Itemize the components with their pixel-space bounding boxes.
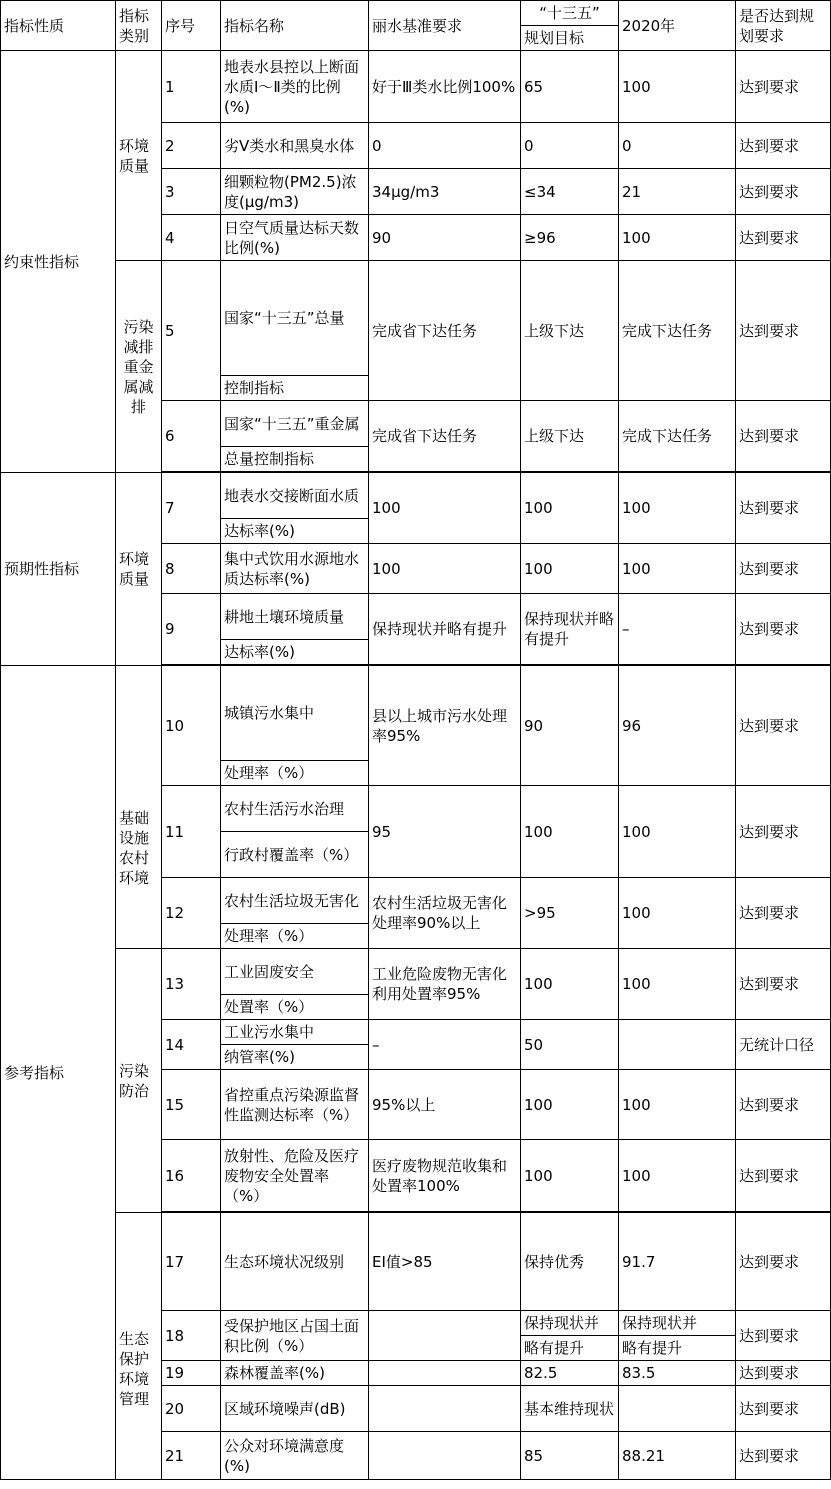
row-name: 国家“十三五”总量: [221, 261, 369, 376]
row-name: 劣V类水和黑臭水体: [221, 123, 369, 169]
group-reference: 参考指标: [1, 666, 116, 1480]
row-2020: 保持现状并: [619, 1311, 736, 1336]
row-plan: 90: [521, 666, 619, 786]
row-lishui: 保持现状并略有提升: [369, 594, 521, 665]
row-name: 区域环境噪声(dB): [221, 1386, 369, 1432]
row-2020: 100: [619, 215, 736, 261]
row-seq: 12: [162, 878, 221, 949]
row-name: 细颗粒物(PM2.5)浓度(μg/m3): [221, 169, 369, 215]
row-2020: –: [619, 594, 736, 665]
row-name: 国家“十三五”重金属: [221, 401, 369, 447]
category-pollution-control: 污染防治: [116, 949, 162, 1213]
row-name-sub: 达标率(%): [221, 519, 369, 544]
header-category: 指标类别: [116, 1, 162, 51]
row-reached: 达到要求: [736, 1140, 831, 1212]
category-env-quality-1: 环境质量: [116, 51, 162, 261]
row-reached: 达到要求: [736, 1311, 831, 1361]
row-lishui: EI值>85: [369, 1213, 521, 1311]
row-seq: 17: [162, 1213, 221, 1311]
row-reached: 达到要求: [736, 786, 831, 878]
row-seq: 9: [162, 594, 221, 665]
row-lishui: [369, 1432, 521, 1480]
table-row: [1, 1213, 831, 1311]
row-2020: 100: [619, 544, 736, 594]
row-name: 受保护地区占国土面积比例（%）: [221, 1311, 369, 1361]
row-reached: 达到要求: [736, 1386, 831, 1432]
row-lishui: 工业危险废物无害化利用处置率95%: [369, 949, 521, 1020]
row-seq: 15: [162, 1070, 221, 1140]
row-lishui: 90: [369, 215, 521, 261]
row-lishui: 100: [369, 473, 521, 544]
row-lishui: 完成省下达任务: [369, 401, 521, 472]
header-2020: 2020年: [619, 1, 736, 51]
row-plan: 100: [521, 473, 619, 544]
row-plan: 上级下达: [521, 401, 619, 472]
header-plan-top: “十三五”: [521, 1, 619, 26]
row-seq: 10: [162, 666, 221, 786]
row-reached: 达到要求: [736, 401, 831, 472]
header-lishui: 丽水基准要求: [369, 1, 521, 51]
header-seq: 序号: [162, 1, 221, 51]
row-name: 农村生活垃圾无害化: [221, 878, 369, 924]
row-reached: 达到要求: [736, 1432, 831, 1480]
row-seq: 4: [162, 215, 221, 261]
row-name: 地表水县控以上断面水质Ⅰ～Ⅱ类的比例(%): [221, 51, 369, 123]
row-plan: 100: [521, 544, 619, 594]
row-plan: 85: [521, 1432, 619, 1480]
row-reached: 达到要求: [736, 544, 831, 594]
row-2020: 91.7: [619, 1213, 736, 1311]
row-plan: 保持现状并略有提升: [521, 594, 619, 665]
row-seq: 1: [162, 51, 221, 123]
row-plan: 100: [521, 1140, 619, 1212]
row-reached: 达到要求: [736, 123, 831, 169]
row-reached: 无统计口径: [736, 1020, 831, 1070]
row-plan: >95: [521, 878, 619, 949]
row-seq: 20: [162, 1386, 221, 1432]
row-2020: 100: [619, 51, 736, 123]
row-name-sub: 行政村覆盖率（%）: [221, 832, 369, 878]
row-name-sub: 处理率（%）: [221, 761, 369, 786]
row-lishui: [369, 1361, 521, 1386]
row-plan: ≥96: [521, 215, 619, 261]
row-name: 放射性、危险及医疗废物安全处置率（%）: [221, 1140, 369, 1212]
row-2020: [619, 1386, 736, 1432]
category-infra-rural: 基础设施农村环境: [116, 666, 162, 949]
row-lishui: [369, 1386, 521, 1432]
row-name: 省控重点污染源监督性监测达标率（%）: [221, 1070, 369, 1140]
row-2020: 100: [619, 1070, 736, 1140]
table-row: [1, 949, 831, 995]
row-reached: 达到要求: [736, 666, 831, 786]
row-seq: 16: [162, 1140, 221, 1212]
row-name-sub: 达标率(%): [221, 640, 369, 665]
header-nature: 指标性质: [1, 1, 116, 51]
group-binding: 约束性指标: [1, 51, 116, 473]
row-name: 地表水交接断面水质: [221, 473, 369, 519]
row-seq: 6: [162, 401, 221, 472]
row-2020: 21: [619, 169, 736, 215]
row-name: 城镇污水集中: [221, 666, 369, 761]
table-row: [1, 473, 831, 519]
row-plan: 50: [521, 1020, 619, 1070]
row-reached: 达到要求: [736, 1361, 831, 1386]
row-lishui: 完成省下达任务: [369, 261, 521, 401]
row-lishui: 95%以上: [369, 1070, 521, 1140]
row-2020: 100: [619, 1140, 736, 1212]
table-row: [1, 261, 831, 376]
row-plan: 100: [521, 786, 619, 878]
header-reached: 是否达到规划要求: [736, 1, 831, 51]
row-2020: 88.21: [619, 1432, 736, 1480]
category-eco-management: 生态保护环境管理: [116, 1213, 162, 1480]
row-seq: 13: [162, 949, 221, 1020]
row-plan: 100: [521, 1070, 619, 1140]
row-2020-sub: 略有提升: [619, 1336, 736, 1361]
row-reached: 达到要求: [736, 261, 831, 401]
row-seq: 14: [162, 1020, 221, 1070]
row-2020: [619, 1020, 736, 1070]
row-name: 耕地土壤环境质量: [221, 594, 369, 640]
row-lishui: 农村生活垃圾无害化处理率90%以上: [369, 878, 521, 949]
category-pollution-reduction: 污染减排重金属减排: [116, 261, 162, 473]
group-expected: 预期性指标: [1, 473, 116, 666]
row-plan: 82.5: [521, 1361, 619, 1386]
row-name: 森林覆盖率(%): [221, 1361, 369, 1386]
row-reached: 达到要求: [736, 949, 831, 1020]
row-name-sub: 处理率（%）: [221, 924, 369, 949]
row-reached: 达到要求: [736, 1213, 831, 1311]
row-2020: 100: [619, 878, 736, 949]
row-seq: 7: [162, 473, 221, 544]
row-lishui: 100: [369, 544, 521, 594]
row-seq: 8: [162, 544, 221, 594]
row-name-sub: 处置率（%）: [221, 995, 369, 1020]
row-plan: ≤34: [521, 169, 619, 215]
row-name-sub: 总量控制指标: [221, 447, 369, 472]
row-2020: 0: [619, 123, 736, 169]
row-2020: 100: [619, 949, 736, 1020]
row-name-sub: 控制指标: [221, 376, 369, 401]
row-seq: 2: [162, 123, 221, 169]
row-reached: 达到要求: [736, 594, 831, 665]
row-reached: 达到要求: [736, 169, 831, 215]
row-plan: 65: [521, 51, 619, 123]
row-reached: 达到要求: [736, 1070, 831, 1140]
row-lishui: 医疗废物规范收集和处置率100%: [369, 1140, 521, 1212]
row-seq: 3: [162, 169, 221, 215]
row-plan: 保持现状并: [521, 1311, 619, 1336]
row-lishui: 34μg/m3: [369, 169, 521, 215]
row-2020: 完成下达任务: [619, 261, 736, 401]
row-name: 集中式饮用水源地水质达标率(%): [221, 544, 369, 594]
row-plan: 上级下达: [521, 261, 619, 401]
row-plan: 保持优秀: [521, 1213, 619, 1311]
row-seq: 18: [162, 1311, 221, 1361]
row-plan: 0: [521, 123, 619, 169]
row-2020: 96: [619, 666, 736, 786]
row-seq: 5: [162, 261, 221, 401]
row-reached: 达到要求: [736, 878, 831, 949]
row-lishui: 95: [369, 786, 521, 878]
row-2020: 100: [619, 786, 736, 878]
row-plan: 基本维持现状: [521, 1386, 619, 1432]
row-reached: 达到要求: [736, 51, 831, 123]
row-seq: 21: [162, 1432, 221, 1480]
row-2020: 100: [619, 473, 736, 544]
row-name: 公众对环境满意度(%): [221, 1432, 369, 1480]
row-name-sub: 纳管率(%): [221, 1045, 369, 1070]
row-name: 生态环境状况级别: [221, 1213, 369, 1311]
row-seq: 19: [162, 1361, 221, 1386]
row-name: 日空气质量达标天数比例(%): [221, 215, 369, 261]
row-plan: 100: [521, 949, 619, 1020]
row-lishui: 好于Ⅲ类水比例100%: [369, 51, 521, 123]
table-row: [1, 51, 831, 123]
row-seq: 11: [162, 786, 221, 878]
row-reached: 达到要求: [736, 473, 831, 544]
category-env-quality-2: 环境质量: [116, 473, 162, 666]
row-plan-sub: 略有提升: [521, 1336, 619, 1361]
row-reached: 达到要求: [736, 215, 831, 261]
row-lishui: 县以上城市污水处理率95%: [369, 666, 521, 786]
row-2020: 83.5: [619, 1361, 736, 1386]
header-plan-bottom: 规划目标: [521, 26, 619, 51]
row-lishui: –: [369, 1020, 521, 1070]
row-lishui: [369, 1311, 521, 1361]
row-name: 农村生活污水治理: [221, 786, 369, 832]
table-row: [1, 666, 831, 761]
row-lishui: 0: [369, 123, 521, 169]
row-name: 工业污水集中: [221, 1020, 369, 1045]
row-name: 工业固废安全: [221, 949, 369, 995]
header-name: 指标名称: [221, 1, 369, 51]
row-2020: 完成下达任务: [619, 401, 736, 472]
